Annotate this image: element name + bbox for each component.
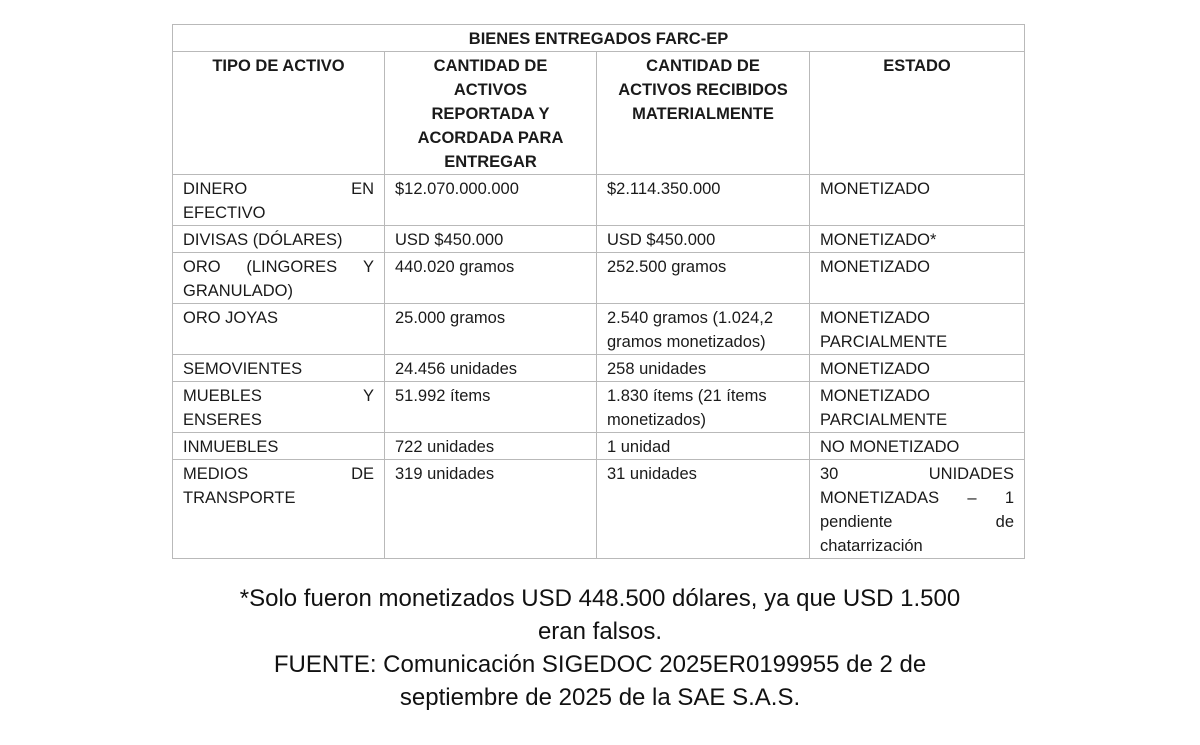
cell-reportada: 25.000 gramos <box>385 304 597 355</box>
table-row <box>173 304 1025 355</box>
cell-estado: MONETIZADO <box>810 253 1025 304</box>
table-row <box>173 382 1025 433</box>
footnote-line: eran falsos. <box>537 618 663 645</box>
table-row <box>173 433 1025 460</box>
header-tipo-de-activo: TIPO DE ACTIVO <box>173 52 385 175</box>
cell-text: ENSERES <box>183 411 262 429</box>
cell-text: chatarrización <box>820 537 923 555</box>
header-line: REPORTADA Y <box>431 105 550 123</box>
cell-text: MEDIOS <box>183 465 249 483</box>
cell-text: PARCIALMENTE <box>820 333 948 351</box>
cell-tipo: SEMOVIENTES <box>173 355 385 382</box>
table-row <box>173 175 1025 226</box>
footnote-line: *Solo fueron monetizados USD 448.500 dólares, ya que USD 1.500 <box>239 585 961 612</box>
cell-tipo: DIVISAS (DÓLARES) <box>173 226 385 253</box>
cell-text: DE <box>351 465 374 483</box>
cell-estado <box>810 304 1025 355</box>
cell-tipo <box>173 175 385 226</box>
header-line: CANTIDAD DE <box>646 57 760 75</box>
header-line: ACTIVOS <box>453 81 528 99</box>
header-line: ACORDADA PARA <box>417 129 564 147</box>
cell-tipo <box>173 460 385 559</box>
cell-reportada: 24.456 unidades <box>385 355 597 382</box>
table-title: BIENES ENTREGADOS FARC-EP <box>173 25 1025 52</box>
cell-reportada: 319 unidades <box>385 460 597 559</box>
cell-tipo: INMUEBLES <box>173 433 385 460</box>
header-line: ACTIVOS RECIBIDOS <box>618 81 788 99</box>
cell-recibida: 31 unidades <box>597 460 810 559</box>
cell-text: 2.540 gramos (1.024,2 <box>607 309 774 327</box>
source-line: septiembre de 2025 de la SAE S.A.S. <box>399 684 801 711</box>
cell-reportada: $12.070.000.000 <box>385 175 597 226</box>
cell-recibida: 1 unidad <box>597 433 810 460</box>
header-line: CANTIDAD DE <box>433 57 548 75</box>
cell-tipo <box>173 253 385 304</box>
cell-text: GRANULADO) <box>183 282 294 300</box>
cell-recibida <box>597 304 810 355</box>
table-row <box>173 355 1025 382</box>
cell-text: ORO <box>183 258 221 276</box>
cell-recibida: $2.114.350.000 <box>597 175 810 226</box>
cell-text: MONETIZADO <box>820 309 930 327</box>
cell-reportada: 440.020 gramos <box>385 253 597 304</box>
table-row <box>173 226 1025 253</box>
cell-text: 1.830 ítems (21 ítems <box>607 387 767 405</box>
cell-estado <box>810 460 1025 559</box>
cell-estado <box>810 382 1025 433</box>
table-row <box>173 253 1025 304</box>
cell-text: MONETIZADAS <box>820 489 940 507</box>
cell-reportada: 51.992 ítems <box>385 382 597 433</box>
cell-estado: MONETIZADO <box>810 175 1025 226</box>
cell-recibida: 258 unidades <box>597 355 810 382</box>
cell-text: MUEBLES <box>183 387 262 405</box>
cell-text: MONETIZADO <box>820 387 930 405</box>
cell-text: Y <box>362 258 374 276</box>
assets-table-container <box>172 24 1024 559</box>
cell-text: PARCIALMENTE <box>820 411 948 429</box>
cell-text: UNIDADES <box>928 465 1015 483</box>
cell-recibida <box>597 382 810 433</box>
cell-text: gramos monetizados) <box>607 333 766 351</box>
cell-recibida: USD $450.000 <box>597 226 810 253</box>
cell-text: pendiente <box>820 513 893 531</box>
cell-text: de <box>995 513 1015 531</box>
header-line: MATERIALMENTE <box>632 105 774 123</box>
footnote <box>100 582 1100 714</box>
cell-tipo <box>173 382 385 433</box>
cell-text: (LINGORES <box>246 258 338 276</box>
table-title-row <box>173 25 1025 52</box>
cell-estado: MONETIZADO* <box>810 226 1025 253</box>
header-line: ENTREGAR <box>444 153 537 171</box>
cell-text: 30 <box>820 465 839 483</box>
table-header-row <box>173 52 1025 175</box>
cell-text: Y <box>362 387 374 405</box>
cell-reportada: 722 unidades <box>385 433 597 460</box>
header-cantidad-recibida <box>597 52 810 175</box>
cell-text: DINERO <box>183 180 248 198</box>
cell-estado: MONETIZADO <box>810 355 1025 382</box>
cell-text: – <box>967 489 977 507</box>
cell-text: EFECTIVO <box>183 204 266 222</box>
cell-reportada: USD $450.000 <box>385 226 597 253</box>
assets-table <box>172 24 1025 559</box>
cell-text: TRANSPORTE <box>183 489 296 507</box>
table-row <box>173 460 1025 559</box>
cell-estado: NO MONETIZADO <box>810 433 1025 460</box>
cell-text: EN <box>351 180 374 198</box>
source-line: FUENTE: Comunicación SIGEDOC 2025ER0199955 de 2 de <box>273 651 927 678</box>
header-estado: ESTADO <box>810 52 1025 175</box>
cell-tipo: ORO JOYAS <box>173 304 385 355</box>
header-cantidad-reportada <box>385 52 597 175</box>
cell-text: monetizados) <box>607 411 707 429</box>
cell-text: 1 <box>1004 489 1014 507</box>
cell-recibida: 252.500 gramos <box>597 253 810 304</box>
